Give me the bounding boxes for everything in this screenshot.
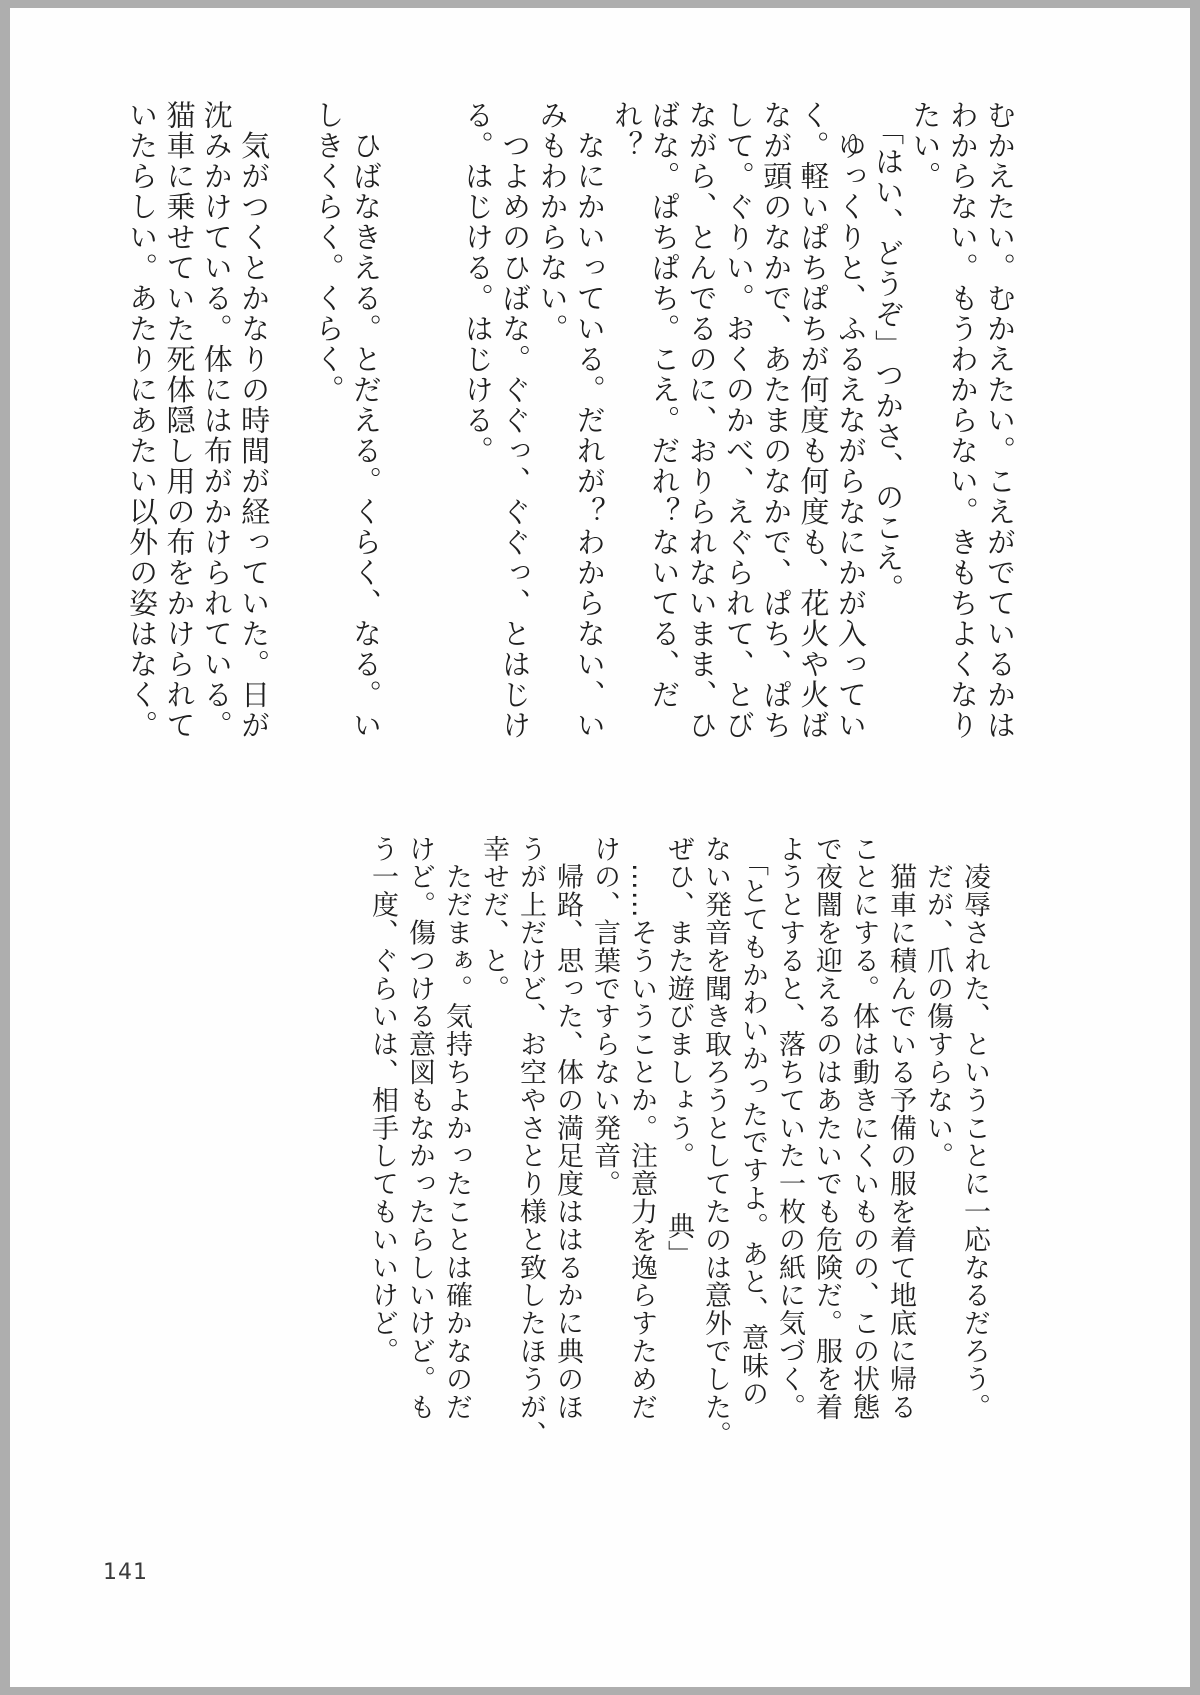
lower-text-block [364, 835, 993, 1449]
text-column: ゆっくりと、ふるえながらなにかが入ってい [833, 100, 868, 741]
text-column: で夜闇を迎えるのはあたいでも危険だ。服を着 [811, 835, 842, 1421]
text-column: たい。 [908, 100, 943, 192]
page-number: 141 [103, 1560, 148, 1585]
text-column: 凌辱された、ということに一応なるだろう。 [959, 835, 990, 1421]
text-column: だが、爪の傷すらない。 [922, 835, 953, 1170]
text-column: ない発音を聞き取ろうとしてたのは意外でした。 [700, 835, 731, 1449]
upper-text-block [123, 100, 1018, 750]
text-column: ひばなきえる。とだえる。くらく、なる。い [348, 100, 383, 741]
text-column: ようとすると、落ちていた一枚の紙に気づく。 [774, 835, 805, 1421]
text-column: むかえたい。むかえたい。こえがでているかは [983, 100, 1017, 741]
text-column: ことにする。体は動きにくいものの、この状態 [848, 835, 879, 1421]
text-column: る。はじける。はじける。 [460, 100, 495, 466]
text-column: 帰路、思った、体の満足度ははるかに典のほ [552, 835, 583, 1421]
text-column: ……そういうことか。注意力を逸らすためだ [626, 835, 657, 1421]
text-column: う一度、ぐらいは、相手してもいいけど。 [367, 835, 398, 1366]
text-column: しきくらく。くらく。 [311, 100, 346, 405]
text-column: うが上だけど、お空やさとり様と致したほうが、 [515, 835, 546, 1449]
text-column: く。軽いぱちぱちが何度も何度も、花火や火ば [796, 100, 831, 741]
text-column: みもわからない。 [535, 100, 570, 344]
text-column [272, 100, 309, 750]
text-column: して。ぐりい。おくのかべ、えぐられて、とび [721, 100, 756, 741]
text-column: 猫車に乗せていた死体隠し用の布をかけられて [162, 100, 197, 741]
text-column: 気がつくとかなりの時間が経っていた。日が [237, 100, 272, 741]
text-column: わからない。もうわからない。きもちよくなり [945, 100, 980, 741]
text-column: 「はい、どうぞ」つかさ、のこえ。 [871, 100, 906, 604]
text-column: つよめのひばな。ぐぐっ、ぐぐっ、とはじけ [498, 100, 533, 741]
text-column [421, 100, 458, 750]
text-column: いたらしい。あたりにあたい以外の姿はなく。 [125, 100, 160, 741]
text-column: けど。傷つける意図もなかったらしいけど。も [404, 835, 435, 1421]
text-column: けの、言葉ですらない発音。 [589, 835, 620, 1198]
text-column [384, 100, 421, 750]
text-column: なが頭のなかで、あたまのなかで、ぱち、ぱち [759, 100, 794, 741]
text-column: ながら、とんでるのに、おりられないまま、ひ [684, 100, 719, 741]
text-column: ばな。ぱちぱち。こえ。だれ？ないてる、だ [647, 100, 682, 710]
text-column: 猫車に積んでいる予備の服を着て地底に帰る [885, 835, 916, 1421]
text-column: 「とてもかわいかったですよ。あと、意味の [737, 835, 768, 1408]
book-page [10, 8, 1190, 1687]
text-column: 幸せだ、と。 [478, 835, 509, 1003]
text-column: れ？ [610, 100, 645, 161]
text-column: ぜひ、また遊びましょう。 典」 [663, 835, 694, 1268]
text-column: ただまぁ。気持ちよかったことは確かなのだ [441, 835, 472, 1421]
text-column: なにかいっている。だれが？わからない、い [572, 100, 607, 741]
text-column: 沈みかけている。体には布がかけられている。 [199, 100, 234, 741]
